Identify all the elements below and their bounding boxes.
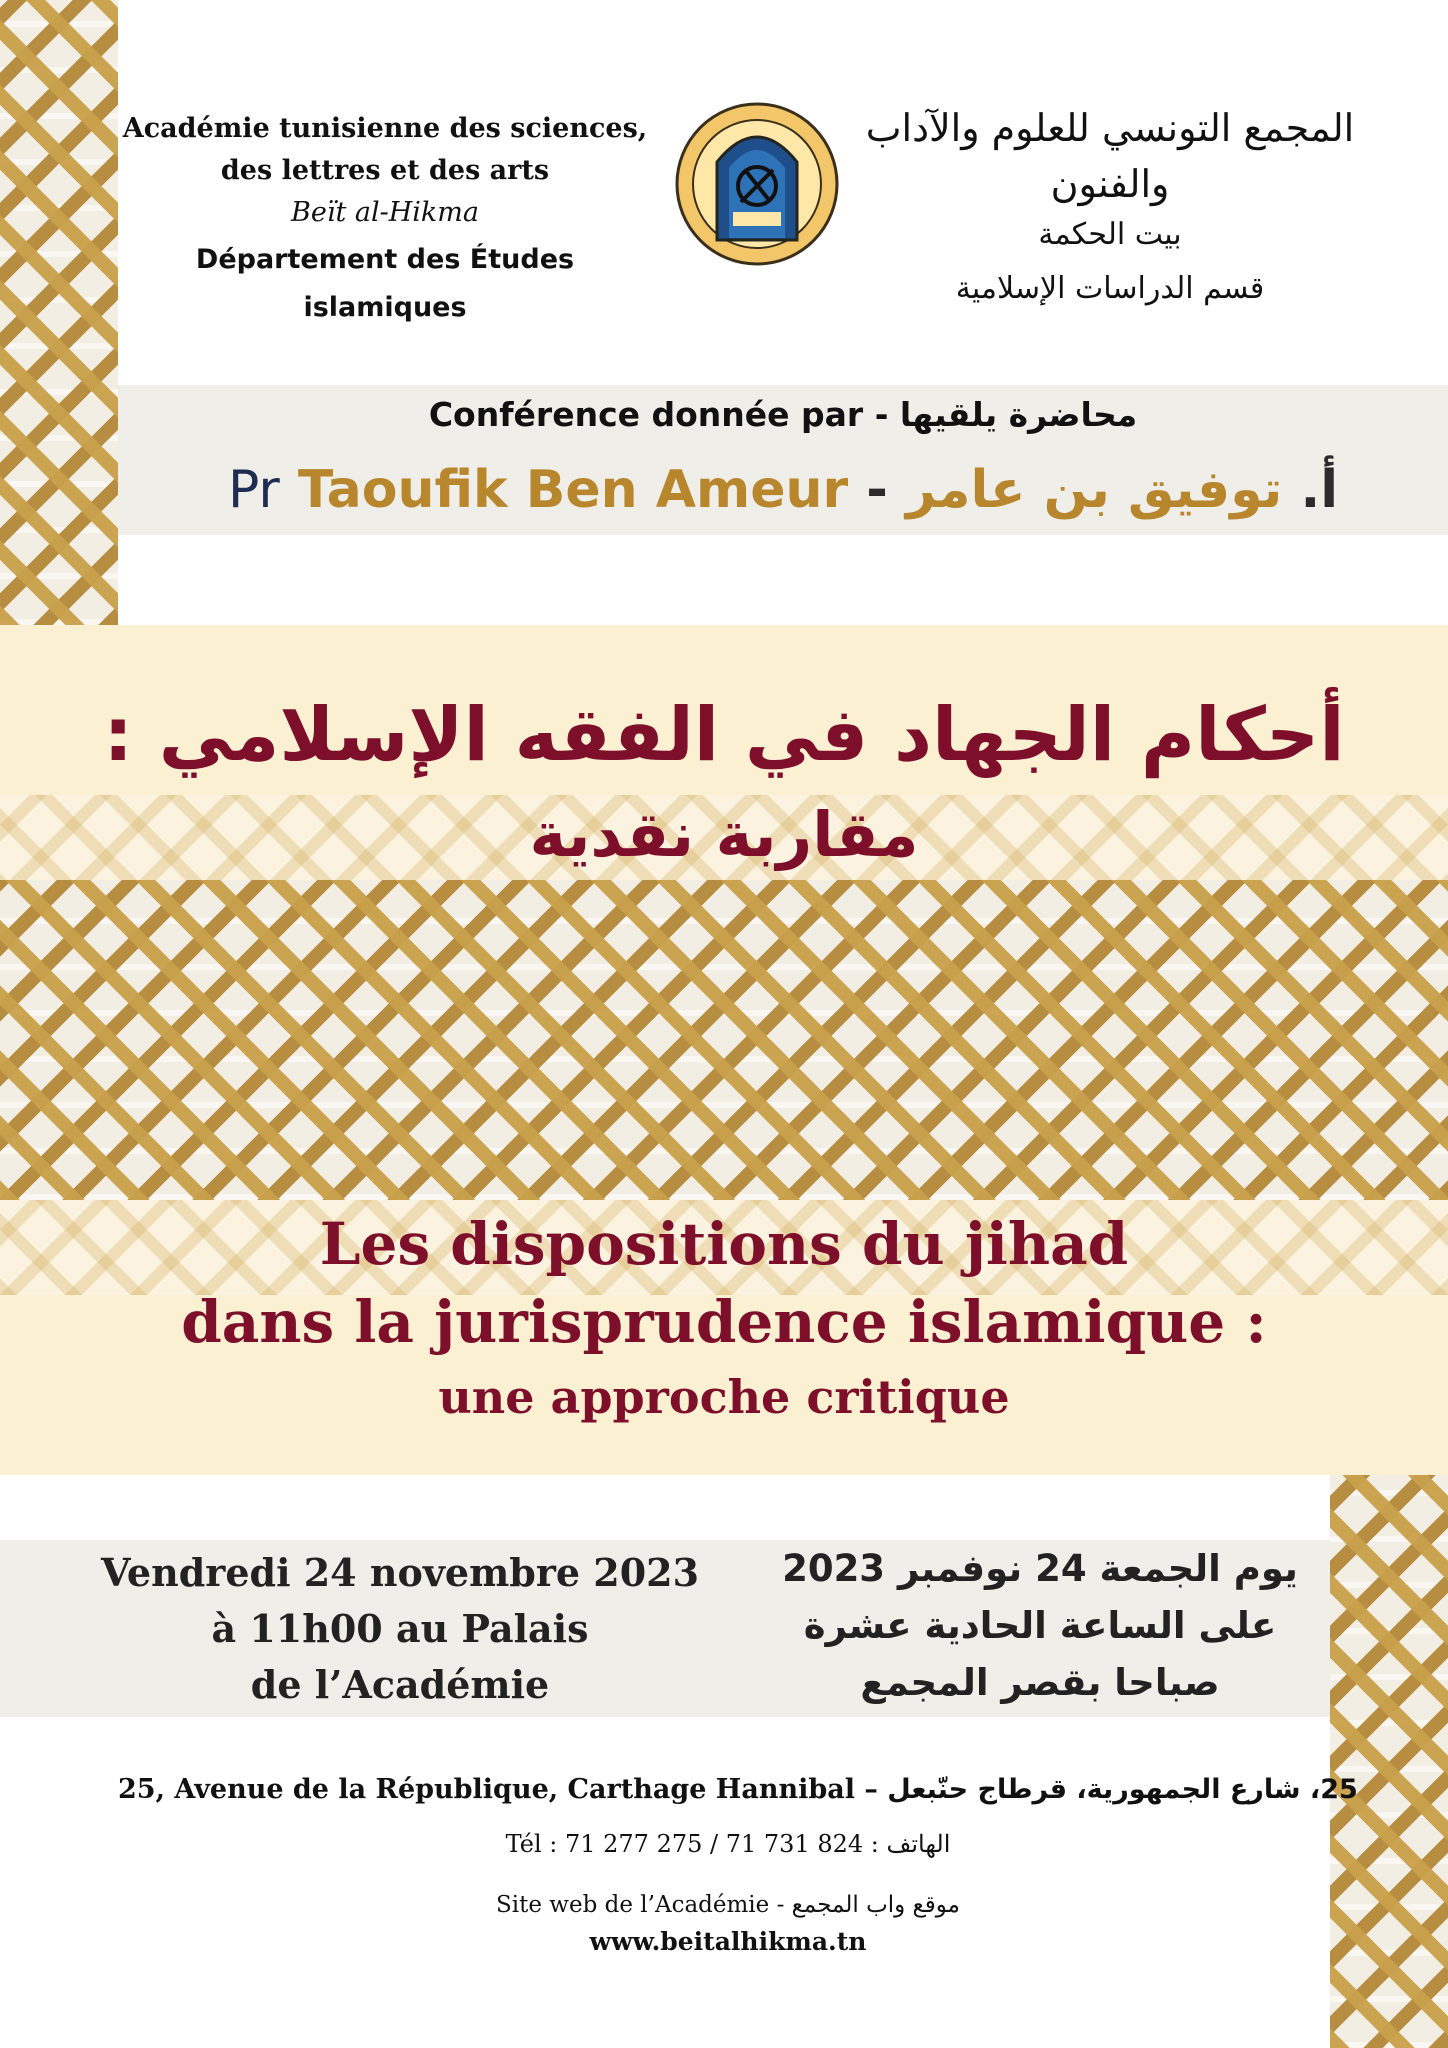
academy-seal-logo	[675, 100, 840, 268]
schedule-ar-time: على الساعة الحادية عشرة	[803, 1604, 1277, 1647]
website-label-ar: موقع واب المجمع	[791, 1892, 960, 1918]
schedule-ar-place: صباحا بقصر المجمع	[860, 1661, 1220, 1704]
lecture-title-fr-line3: une approche critique	[438, 1370, 1010, 1424]
schedule-fr-place: de l’Académie	[250, 1662, 550, 1707]
schedule-fr	[100, 1545, 700, 1713]
academy-name-ar-line1: المجمع التونسي للعلوم والآداب والفنون	[865, 106, 1355, 206]
lecture-title-ar-line2: مقاربة نقدية	[529, 798, 919, 871]
department-name-ar: قسم الدراسات الإسلامية	[955, 271, 1265, 306]
right-ornament-column	[1330, 1410, 1448, 2048]
speaker-title-fr: Pr	[227, 460, 280, 520]
schedule-fr-date: Vendredi 24 novembre 2023	[100, 1550, 700, 1595]
schedule-ar	[760, 1540, 1320, 1711]
lecture-title-ar-line1: أحكام الجهاد في الفقه الإسلامي :	[103, 692, 1345, 778]
phone-numbers: Tél : 71 277 275 / 71 731 824	[505, 1830, 864, 1858]
left-ornament-column	[0, 0, 118, 625]
conference-intro-fr: Conférence donnée par -	[428, 395, 889, 434]
address-fr: 25, Avenue de la République, Carthage Hannibal –	[118, 1774, 878, 1805]
lecture-title-fr-line2: dans la jurisprudence islamique :	[181, 1288, 1267, 1356]
phone-label-ar: الهاتف :	[870, 1830, 951, 1858]
speaker-separator: -	[866, 460, 888, 520]
website-label-line	[118, 1888, 1338, 1922]
academy-name-ar	[850, 100, 1370, 314]
schedule-ar-date: يوم الجمعة 24 نوفمبر 2023	[782, 1547, 1298, 1590]
schedule-fr-time: à 11h00 au Palais	[211, 1606, 589, 1651]
department-name-fr: Département des Études islamiques	[195, 244, 575, 323]
phone-line	[118, 1826, 1338, 1862]
academy-name-fr	[115, 108, 655, 332]
speaker-title-ar: .أ	[1300, 460, 1339, 520]
beit-al-hikma-ar: بيت الحكمة	[1038, 217, 1182, 252]
conference-intro	[118, 390, 1448, 440]
speaker-name-fr: Taoufik Ben Ameur	[297, 460, 849, 520]
lecture-title-fr-line1: Les dispositions du jihad	[319, 1210, 1129, 1278]
academy-name-line3: Beït al-Hikma	[291, 197, 479, 228]
central-lattice-band	[0, 880, 1448, 1200]
address-ar: 25، شارع الجمهورية، قرطاج حنّبعل	[887, 1774, 1358, 1805]
speaker-name	[118, 450, 1448, 530]
address-line	[118, 1770, 1358, 1810]
academy-name-line1: Académie tunisienne des sciences,	[122, 113, 648, 144]
website-label-fr: Site web de l’Académie -	[496, 1892, 785, 1918]
lecture-title-fr	[0, 1205, 1448, 1433]
speaker-name-ar: توفيق بن عامر	[905, 460, 1283, 520]
academy-name-line2: des lettres et des arts	[220, 155, 550, 186]
conference-intro-ar: محاضرة يلقيها	[899, 395, 1138, 434]
website-url[interactable]: www.beitalhikma.tn	[589, 1927, 867, 1956]
lecture-title-ar	[0, 680, 1448, 880]
